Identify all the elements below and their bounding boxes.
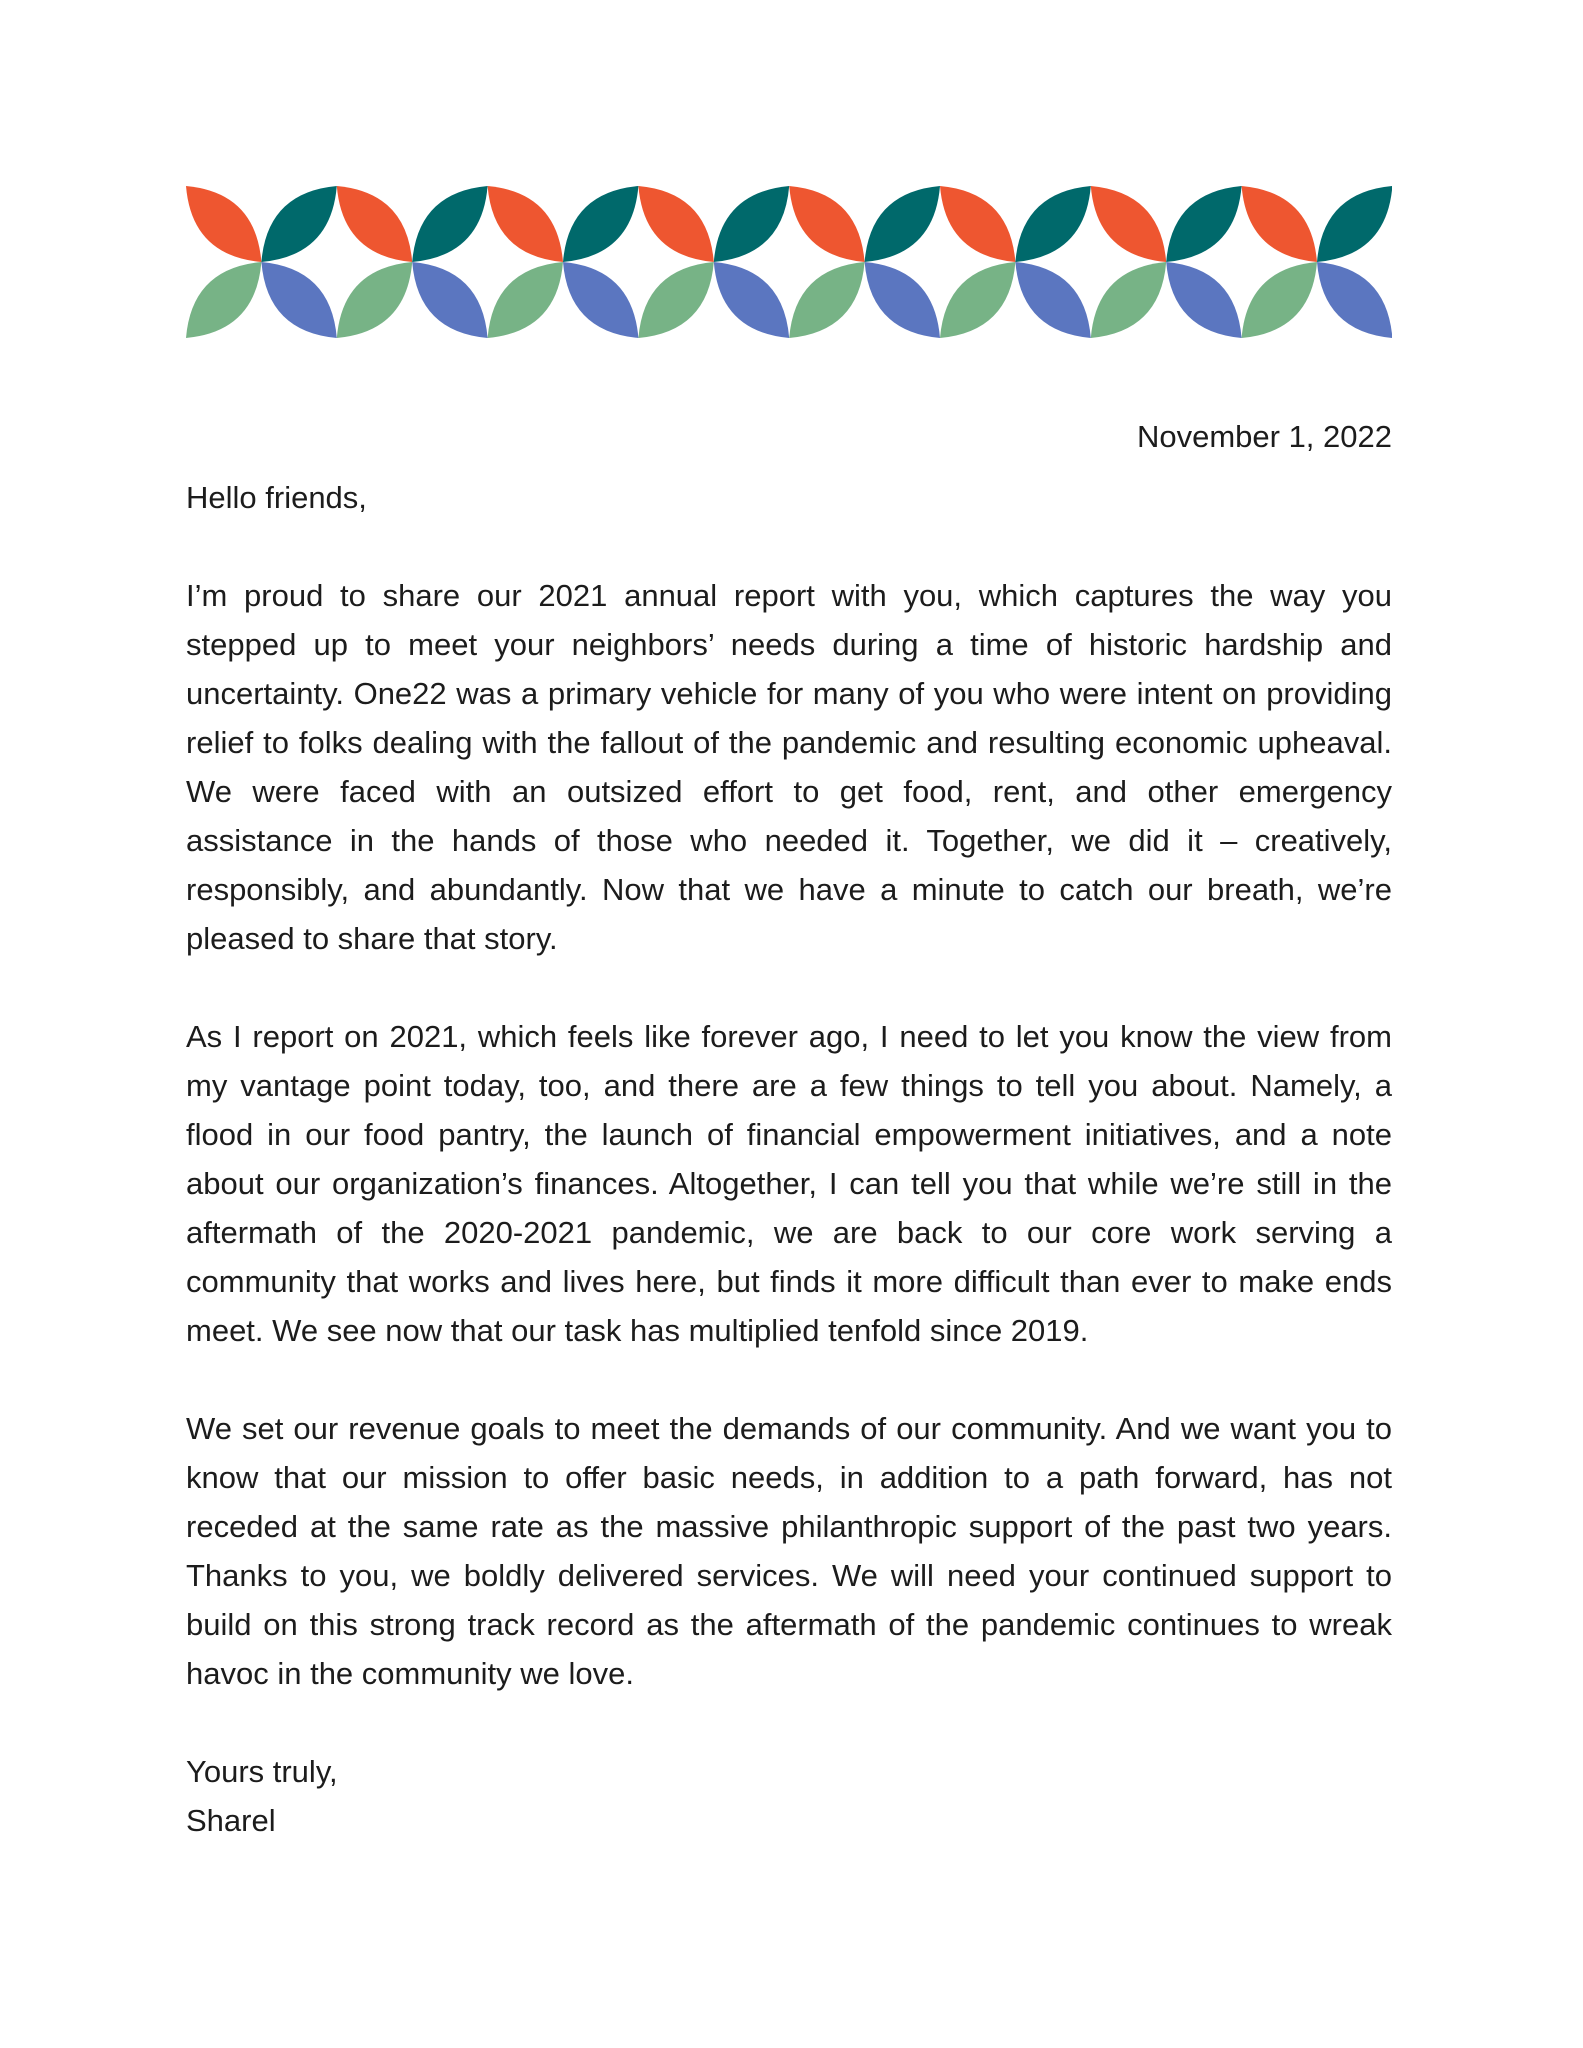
petal-bottom-1 <box>261 262 336 338</box>
petal-pattern-icon <box>186 186 1392 338</box>
petal-bottom-2 <box>337 262 412 338</box>
petal-top-14 <box>1242 186 1317 262</box>
petal-top-8 <box>789 186 864 262</box>
petal-top-9 <box>865 186 940 262</box>
petal-top-1 <box>261 186 336 262</box>
petal-bottom-14 <box>1242 262 1317 338</box>
petal-bottom-11 <box>1015 262 1090 338</box>
petal-top-7 <box>714 186 789 262</box>
petal-bottom-7 <box>714 262 789 338</box>
petal-top-2 <box>337 186 412 262</box>
closing: Yours truly, <box>186 1754 338 1789</box>
signature: Sharel <box>186 1803 276 1838</box>
petal-bottom-13 <box>1166 262 1241 338</box>
petal-bottom-6 <box>638 262 713 338</box>
petal-bottom-9 <box>865 262 940 338</box>
petal-top-0 <box>186 186 261 262</box>
petal-bottom-8 <box>789 262 864 338</box>
petal-bottom-15 <box>1317 262 1392 338</box>
petal-top-15 <box>1317 186 1392 262</box>
petal-top-11 <box>1015 186 1090 262</box>
petal-bottom-10 <box>940 262 1015 338</box>
petal-bottom-12 <box>1091 262 1166 338</box>
letter-body <box>186 412 1392 1845</box>
petal-top-5 <box>563 186 638 262</box>
petal-top-3 <box>412 186 487 262</box>
petal-bottom-4 <box>488 262 563 338</box>
petal-bottom-3 <box>412 262 487 338</box>
letter-date: November 1, 2022 <box>1136 419 1392 454</box>
petal-top-10 <box>940 186 1015 262</box>
petal-top-12 <box>1091 186 1166 262</box>
petal-top-6 <box>638 186 713 262</box>
salutation: Hello friends, <box>186 480 367 515</box>
petal-top-4 <box>488 186 563 262</box>
petal-bottom-0 <box>186 262 261 338</box>
petal-top-13 <box>1166 186 1241 262</box>
paragraph-3: We set our revenue goals to meet the demands of our community. And we want you to know that our mission to offer basic needs, in addition to a path forward, has not receded at the same rate as the massive philanthropic support of the past two years. Thanks to you, we boldly delivered services. We will need your continued support to build on this strong track record as the aftermath of the pandemic continues to wreak havoc in the community we love. <box>186 1411 1392 1691</box>
petal-pattern-banner <box>186 186 1392 338</box>
paragraph-1: I’m proud to share our 2021 annual report with you, which captures the way you stepped up to meet your neighbors’ needs during a time of historic hardship and uncertainty. One22 was a primary vehicle for many of you who were intent on providing relief to folks dealing with the fallout of the pandemic and resulting economic upheaval. We were faced with an outsized effort to get food, rent, and other emergency assistance in the hands of those who needed it. Together, we did it – creatively, responsibly, and abundantly. Now that we have a minute to catch our breath, we’re pleased to share that story. <box>186 578 1392 956</box>
petal-bottom-5 <box>563 262 638 338</box>
paragraph-2: As I report on 2021, which feels like forever ago, I need to let you know the view from my vantage point today, too, and there are a few things to tell you about. Namely, a flood in our food pantry, the launch of financial empowerment initiatives, and a note about our organization’s finances. Altogether, I can tell you that while we’re still in the aftermath of the 2020-2021 pandemic, we are back to our core work serving a community that works and lives here, but finds it more difficult than ever to make ends meet. We see now that our task has multiplied tenfold since 2019. <box>186 1019 1392 1348</box>
